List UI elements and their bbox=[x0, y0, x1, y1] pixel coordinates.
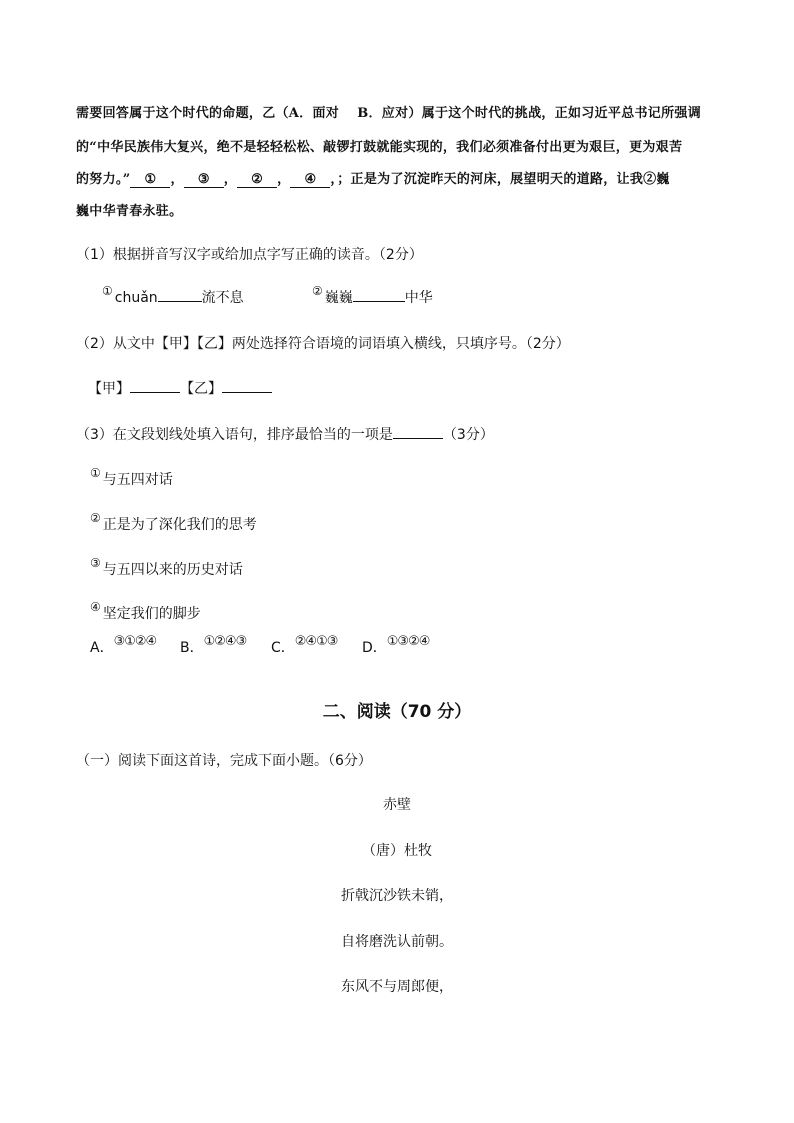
intro-line-1: 需要回答属于这个时代的命题，乙（A．面对 B．应对）属于这个时代的挑战，正如习近平总书记所强调 bbox=[76, 106, 702, 121]
question-1-item-2 bbox=[312, 284, 433, 307]
option-a[interactable] bbox=[90, 634, 157, 657]
fill-blank-2[interactable]: ③ bbox=[184, 173, 224, 188]
sentence-item bbox=[90, 511, 257, 534]
word-suffix-zhonghua: 中华 bbox=[404, 290, 433, 306]
circled-number: ② bbox=[90, 511, 101, 525]
label-jia: 【甲】 bbox=[88, 381, 130, 397]
section-title: 二、阅读（70 分） bbox=[322, 702, 472, 722]
poem-line: 自将磨洗认前朝。 bbox=[341, 934, 453, 950]
sentence-text: 正是为了深化我们的思考 bbox=[102, 517, 257, 533]
sentence-item bbox=[90, 600, 201, 623]
circled-number-2: ② bbox=[312, 284, 323, 298]
question-2-answer-row bbox=[88, 378, 272, 398]
option-c[interactable] bbox=[271, 634, 338, 657]
circled-number: ① bbox=[90, 466, 101, 480]
option-label: C． bbox=[271, 640, 295, 656]
sentence-text: 坚定我们的脚步 bbox=[102, 606, 201, 622]
poem-author: （唐）杜牧 bbox=[362, 843, 432, 859]
intro-line-3-suffix: 正是为了沉淀昨天的河床，展望明天的道路，让我②巍 bbox=[350, 172, 670, 187]
question-1-item-1 bbox=[102, 284, 244, 307]
intro-line-2: 的“中华民族伟大复兴，绝不是轻轻松松、敲锣打鼓就能实现的，我们必须准备付出更为艰巨，更为艰苦 bbox=[76, 140, 683, 155]
option-sequence: ③①②④ bbox=[113, 634, 157, 649]
question-3-score: （3分） bbox=[442, 427, 494, 443]
sentence-text: 与五四对话 bbox=[102, 472, 173, 488]
option-label: A． bbox=[90, 640, 114, 656]
circled-number: ④ bbox=[90, 600, 101, 614]
blank-separator-2: ， bbox=[223, 172, 238, 187]
blank-separator-3: ， bbox=[277, 172, 291, 187]
option-b[interactable] bbox=[180, 634, 247, 657]
sentence-item bbox=[90, 466, 173, 489]
answer-blank-jia[interactable] bbox=[130, 392, 180, 393]
answer-blank-chuan[interactable] bbox=[158, 301, 202, 302]
option-sequence: ②④①③ bbox=[294, 634, 338, 649]
option-label: B． bbox=[180, 640, 204, 656]
sentence-text: 与五四以来的历史对话 bbox=[102, 562, 243, 578]
option-sequence: ①③②④ bbox=[386, 634, 430, 649]
question-2-text: （2）从文中【甲】【乙】两处选择符合语境的词语填入横线，只填序号。（2分） bbox=[76, 336, 570, 352]
blank-separator-4: ，； bbox=[330, 172, 351, 187]
fill-blank-4[interactable]: ④ bbox=[290, 173, 330, 188]
poem-line: 东风不与周郎便， bbox=[341, 979, 453, 995]
word-weiwei: 巍巍 bbox=[324, 290, 353, 306]
pinyin-chuan: chuǎn bbox=[114, 290, 158, 306]
intro-line-4: 巍中华青春永驻。 bbox=[76, 204, 183, 219]
answer-blank-q3[interactable] bbox=[393, 438, 443, 439]
circled-number-1: ① bbox=[102, 284, 113, 298]
option-sequence: ①②④③ bbox=[203, 634, 247, 649]
question-3-text bbox=[76, 424, 494, 444]
fill-blank-1[interactable]: ① bbox=[130, 173, 170, 188]
option-label: D． bbox=[362, 640, 387, 656]
label-yi: 【乙】 bbox=[180, 381, 222, 397]
poem-line: 折戟沉沙铁未销， bbox=[341, 888, 453, 904]
reading-intro: （一）阅读下面这首诗，完成下面小题。（6分） bbox=[76, 753, 372, 769]
circled-number: ③ bbox=[90, 556, 101, 570]
sentence-item bbox=[90, 556, 243, 579]
answer-blank-yi[interactable] bbox=[222, 392, 272, 393]
fill-blank-3[interactable]: ② bbox=[237, 173, 277, 188]
intro-line-3-prefix: 的努力。” bbox=[76, 172, 131, 187]
word-suffix-liubuxi: 流不息 bbox=[201, 290, 244, 306]
question-1-text: （1）根据拼音写汉字或给加点字写正确的读音。（2分） bbox=[76, 247, 423, 263]
question-3-prompt: （3）在文段划线处填入语句，排序最恰当的一项是 bbox=[76, 427, 393, 443]
blank-separator-1: ， bbox=[170, 172, 184, 187]
answer-blank-weiwei[interactable] bbox=[353, 301, 405, 302]
intro-line-3 bbox=[76, 168, 670, 188]
option-d[interactable] bbox=[362, 634, 430, 657]
poem-title: 赤壁 bbox=[383, 797, 411, 813]
